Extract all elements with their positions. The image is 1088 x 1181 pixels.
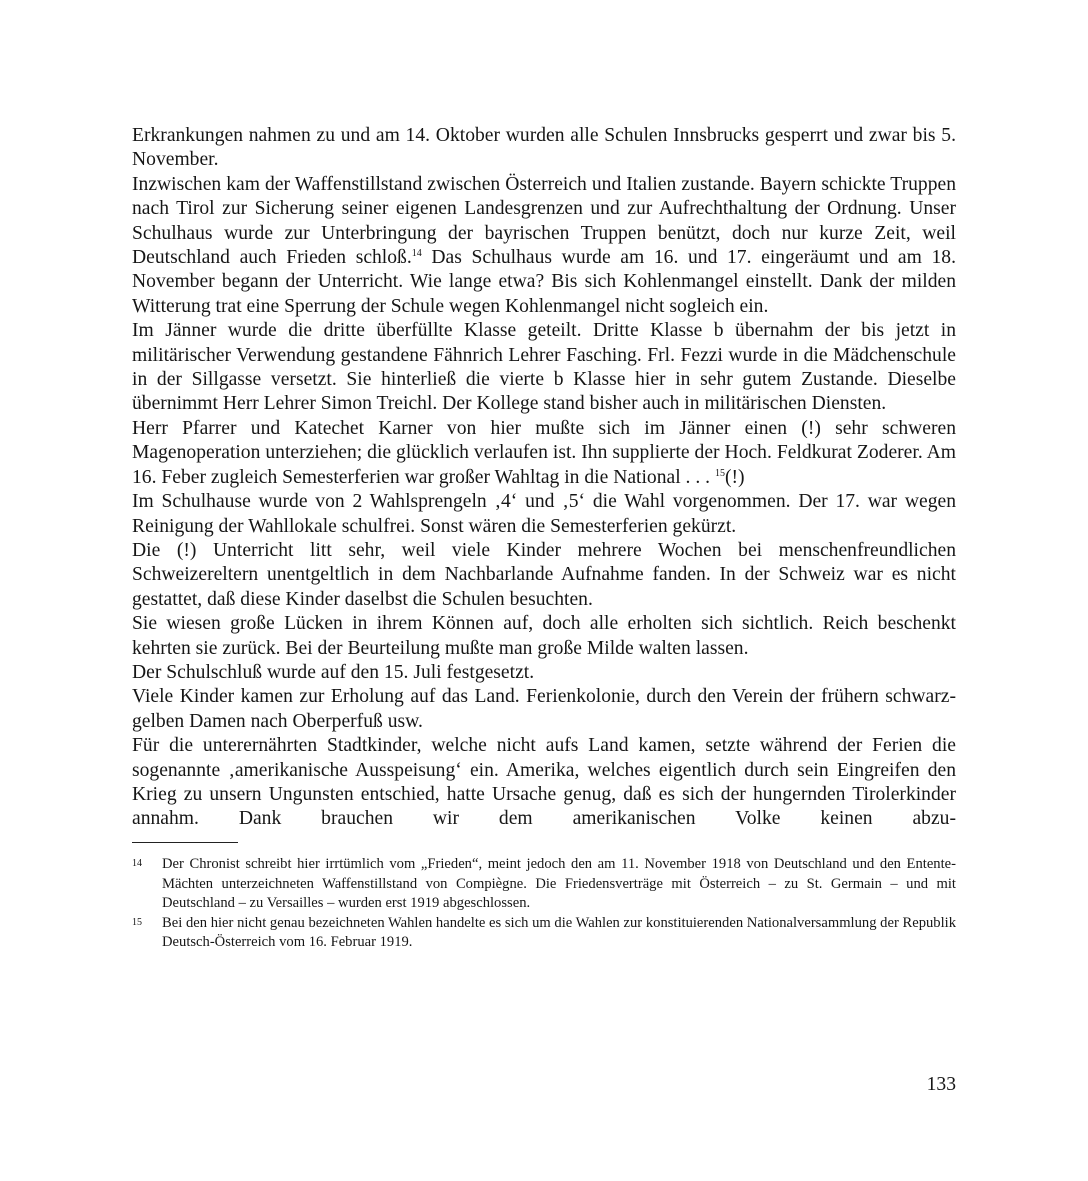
footnote-number: 15 [132, 916, 142, 928]
paragraph [132, 319, 956, 417]
text-run: Sie wiesen große Lücken in ihrem Können auf, doch alle erholten sich sichtlich. Reich beschenkt kehrten sie zurück. Bei der Beurteilung mußte man große Milde walten lassen. [132, 613, 956, 659]
text-run: (!) [724, 466, 745, 488]
text-run: Viele Kinder kamen zur Erholung auf das Land. Ferienkolonie, durch den Verein der frühern schwarz-gelben Damen nach Oberperfuß usw. [132, 686, 956, 732]
text-run: Für die unterernährten Stadtkinder, welche nicht aufs Land kamen, setzte während der Ferien die sogenannte ‚amerikanische Ausspeisung‘ ein. Amerika, welches eigentlich durch sein Eingreifen den Krieg zu unsern Ungunsten entschied, hatte Ursache genug, daß es sich der hungernden Tirolerkinder annahm. Dank brauchen wir dem amerikanischen Volke keinen abzu- [132, 735, 956, 830]
paragraph [132, 661, 956, 685]
text-run: Erkrankungen nahmen zu und am 14. Oktober wurden alle Schulen Innsbrucks gesperrt und zwar bis 5. November. [132, 125, 956, 171]
paragraph [132, 612, 956, 661]
footnote-separator [132, 842, 238, 844]
paragraph [132, 173, 956, 319]
paragraph [132, 539, 956, 612]
text-run: Das Schulhaus wurde am 16. und 17. eingeräumt und am 18. November begann der Unterricht. Wie lange etwa? Bis sich Kohlenmangel einstellt. Dank der milden Witterung trat eine Sperrung der Schule wegen Kohlenmangel nicht sogleich ein. [132, 247, 956, 317]
text-run: Der Schulschluß wurde auf den 15. Juli festgesetzt. [132, 661, 535, 683]
footnote-reference[interactable]: 15 [714, 467, 725, 479]
footnote-text: Der Chronist schreibt hier irrtümlich vom „Frieden“, meint jedoch den am 11. November 1918 von Deutschland und den Entente-Mächten unterzeichneten Waffenstillstand von Compiègne. Die Friedensverträge mit Österreich – zu St. Germain – und mit Deutschland – zu Versailles – wurden erst 1919 abgeschlossen. [162, 856, 956, 912]
footnote-reference[interactable]: 14 [411, 248, 422, 260]
footnote-text: Bei den hier nicht genau bezeichneten Wahlen handelte es sich um die Wahlen zur konstituierenden Nationalversammlung der Republik Deutsch-Österreich vom 16. Februar 1919. [162, 914, 956, 950]
footnotes [132, 855, 956, 952]
paragraph [132, 417, 956, 490]
paragraph [132, 685, 956, 734]
footnote-number: 14 [132, 858, 142, 870]
footnote [132, 855, 956, 913]
paragraph [132, 734, 956, 832]
text-run: Die (!) Unterricht litt sehr, weil viele Kinder mehrere Wochen bei menschenfreundlichen Schweizereltern unentgeltlich in dem Nachbarlande Aufnahme fanden. In der Schweiz war es nicht gestattet, daß diese Kinder daselbst die Schulen besuchten. [132, 539, 956, 610]
text-run: Im Jänner wurde die dritte überfüllte Klasse geteilt. Dritte Klasse b übernahm der bis jetzt in militärischer Verwendung gestandene Fähnrich Lehrer Fasching. Frl. Fezzi wurde in die Mädchenschule in der Sillgasse versetzt. Sie hinterließ die vierte b Klasse hier in sehr gutem Zustande. Dieselbe übernimmt Herr Lehrer Simon Treichl. Der Kollege stand bisher auch in militärischen Diensten. [132, 320, 956, 415]
paragraph [132, 490, 956, 539]
chronicle-text [132, 124, 956, 832]
text-run: Im Schulhause wurde von 2 Wahlsprengeln ‚4‘ und ‚5‘ die Wahl vorgenommen. Der 17. war wegen Reinigung der Wahllokale schulfrei. Sonst wären die Semesterferien gekürzt. [132, 491, 956, 537]
text-run: Herr Pfarrer und Katechet Karner von hier mußte sich im Jänner einen (!) sehr schweren Magenoperation unterziehen; die glücklich verlaufen ist. Ihn supplierte der Hoch. Feldkurat Zoderer. Am 16. Feber zugleich Semesterferien war großer Wahltag in die National . . . [132, 417, 956, 488]
text-run: Inzwischen kam der Waffenstillstand zwischen Österreich und Italien zustande. Bayern schickte Truppen nach Tirol zur Sicherung seiner eigenen Landesgrenzen und zur Aufrechthaltung der Ordnung. Unser Schulhaus wurde zur Unterbringung der bayrischen Truppen benützt, doch nur kurze Zeit, weil Deutschland auch Frieden schloß. [132, 173, 956, 269]
document-page [132, 124, 956, 952]
footnote [132, 914, 956, 953]
paragraph [132, 124, 956, 173]
page-number: 133 [926, 1074, 956, 1095]
